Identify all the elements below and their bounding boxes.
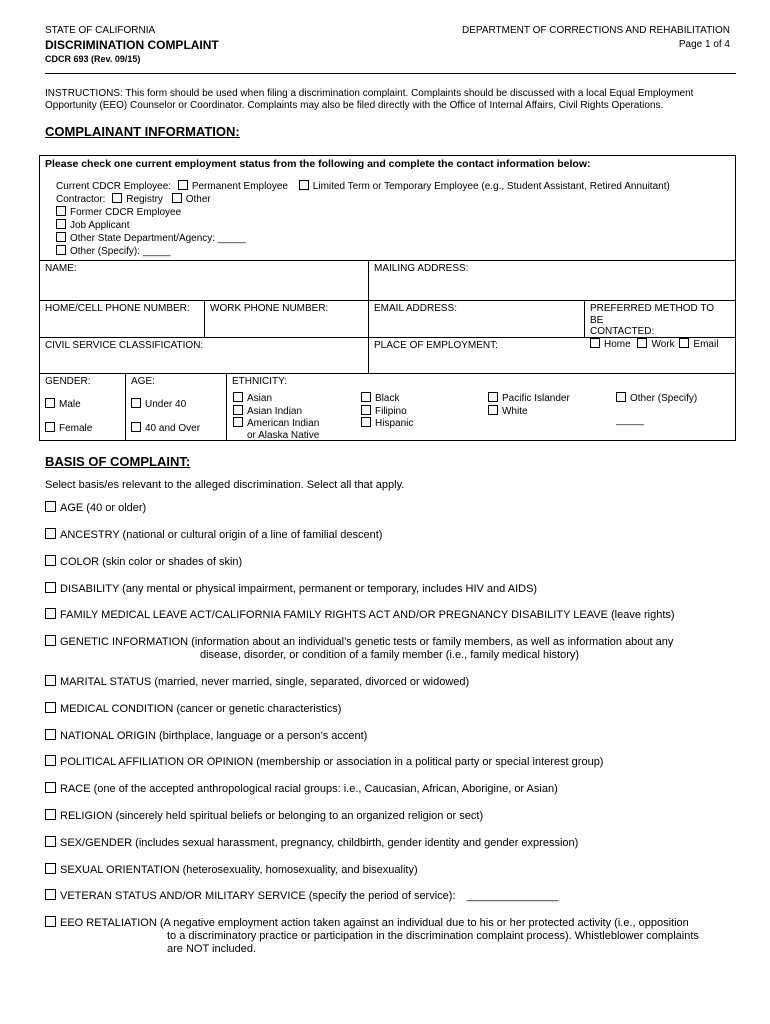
work-phone-field[interactable]: [205, 301, 369, 338]
under-40-option: [131, 398, 221, 411]
form-header-left: [45, 24, 219, 66]
white-label: White: [502, 405, 528, 417]
male-label: Male: [59, 399, 81, 410]
ethnicity-col-3: [488, 392, 570, 417]
pref-work-label: Work: [651, 338, 675, 350]
state-label: STATE OF CALIFORNIA: [45, 25, 156, 36]
status-heading: Please check one current employment status from the following and complete the contact information below:: [45, 158, 591, 170]
basis-fmla: [45, 608, 675, 622]
form-title: DISCRIMINATION COMPLAINT: [45, 38, 219, 52]
basis-religion-label: RELIGION (sincerely held spiritual beliefs or belonging to an organized religion or sect): [60, 810, 484, 822]
basis-marital-label: MARITAL STATUS (married, never married, single, separated, divorced or widowed): [60, 676, 470, 688]
asian-indian-checkbox[interactable]: [233, 405, 243, 415]
former-employee-checkbox[interactable]: [56, 206, 66, 216]
basis-marital: [45, 675, 469, 689]
current-employee-row: [56, 180, 670, 193]
ethnicity-col-2: [361, 392, 413, 430]
pref-email-label: Email: [693, 338, 719, 350]
basis-national-origin-checkbox[interactable]: [45, 729, 56, 740]
ethnicity-other-blank[interactable]: _____: [616, 414, 644, 426]
basis-national-origin: [45, 729, 367, 743]
work-phone-label: WORK PHONE NUMBER:: [210, 303, 329, 314]
male-option: [45, 398, 120, 411]
mailing-address-field[interactable]: [369, 261, 735, 301]
basis-disability-checkbox[interactable]: [45, 582, 56, 593]
place-of-employment-label: PLACE OF EMPLOYMENT:: [374, 340, 498, 351]
basis-disability: [45, 582, 537, 596]
instructions-line-1: INSTRUCTIONS: This form should be used when filing a discrimination complaint. Complaints should be discussed with a local Equal Employment: [45, 88, 694, 99]
basis-national-origin-label: NATIONAL ORIGIN (birthplace, language or a person’s accent): [60, 730, 368, 742]
job-applicant-label: Job Applicant: [70, 220, 130, 231]
job-applicant-checkbox[interactable]: [56, 219, 66, 229]
name-field[interactable]: [40, 261, 369, 301]
american-indian-checkbox[interactable]: [233, 417, 243, 427]
page-number: Page 1 of 4: [678, 39, 730, 50]
place-of-employment-field[interactable]: [369, 338, 735, 374]
basis-race-label: RACE (one of the accepted anthropological racial groups: i.e., Caucasian, African, Aborigine, or Asian): [60, 783, 558, 795]
registry-label: Registry: [126, 194, 163, 205]
other-specify-row: [56, 245, 670, 258]
email-field[interactable]: [369, 301, 585, 338]
age-cell: [126, 374, 227, 441]
home-phone-label: HOME/CELL PHONE NUMBER:: [45, 303, 190, 314]
employment-status-group: [56, 180, 670, 258]
asian-label: Asian: [247, 393, 273, 404]
email-label: EMAIL ADDRESS:: [374, 303, 457, 314]
basis-religion-checkbox[interactable]: [45, 809, 56, 820]
basis-sexual-orientation-checkbox[interactable]: [45, 863, 56, 874]
black-checkbox[interactable]: [361, 392, 371, 402]
basis-retaliation-checkbox[interactable]: [45, 916, 56, 927]
basis-color-label: COLOR (skin color or shades of skin): [60, 556, 243, 568]
basis-fmla-checkbox[interactable]: [45, 608, 56, 619]
other-state-row: [56, 232, 670, 245]
job-applicant-row: [56, 219, 670, 232]
basis-veteran-label: VETERAN STATUS AND/OR MILITARY SERVICE (specify the period of service):: [60, 890, 456, 902]
filipino-checkbox[interactable]: [361, 405, 371, 415]
permanent-employee-label: Permanent Employee: [191, 181, 288, 192]
female-label: Female: [59, 423, 93, 434]
alaska-native-label: or Alaska Native: [247, 429, 320, 441]
filipino-label: Filipino: [375, 405, 407, 417]
basis-genetic-continued: disease, disorder, or condition of a family member (i.e., family medical history): [200, 649, 580, 661]
basis-intro: Select basis/es relevant to the alleged discrimination. Select all that apply.: [45, 479, 405, 491]
basis-race-checkbox[interactable]: [45, 782, 56, 793]
basis-veteran-checkbox[interactable]: [45, 889, 56, 900]
basis-political-checkbox[interactable]: [45, 755, 56, 766]
pacific-islander-checkbox[interactable]: [488, 392, 498, 402]
ethnicity-col-4: [616, 392, 697, 426]
basis-medical-label: MEDICAL CONDITION (cancer or genetic characteristics): [60, 703, 342, 715]
over-40-option: [131, 422, 221, 435]
basis-genetic: [45, 635, 673, 662]
female-option: [45, 422, 120, 435]
hispanic-checkbox[interactable]: [361, 417, 371, 427]
basis-political-label: POLITICAL AFFILIATION OR OPINION (membership or association in a political party or special interest group): [60, 756, 604, 768]
basis-disability-label: DISABILITY (any mental or physical impairment, permanent or temporary, includes HIV and AIDS): [60, 583, 538, 595]
basis-sex-gender-checkbox[interactable]: [45, 836, 56, 847]
registry-checkbox[interactable]: [112, 193, 122, 203]
instructions: [45, 88, 725, 112]
instructions-line-2: Opportunity (EEO) Counselor or Coordinator. Complaints may also be filed directly with the Office of Internal Affairs, Civil Rights Operations.: [45, 100, 664, 111]
ethnicity-cell: [227, 374, 735, 441]
asian-checkbox[interactable]: [233, 392, 243, 402]
basis-age-checkbox[interactable]: [45, 501, 56, 512]
basis-age: [45, 501, 146, 515]
basis-fmla-label: FAMILY MEDICAL LEAVE ACT/CALIFORNIA FAMILY RIGHTS ACT AND/OR PREGNANCY DISABILITY LEAVE (leave rights): [60, 609, 675, 621]
contractor-other-label: Other: [185, 194, 211, 205]
limited-term-checkbox[interactable]: [299, 180, 309, 190]
gender-label: GENDER:: [45, 376, 91, 387]
basis-retaliation: [45, 916, 699, 956]
other-specify-blank[interactable]: _____: [142, 246, 171, 257]
basis-section-title: BASIS OF COMPLAINT:: [45, 454, 191, 469]
over-40-checkbox[interactable]: [131, 422, 141, 432]
complainant-section-title: COMPLAINANT INFORMATION:: [45, 124, 240, 139]
under-40-checkbox[interactable]: [131, 398, 141, 408]
basis-retaliation-continued-1: to a discriminatory practice or participation in the discrimination complaint process). Whistleblower complaints: [167, 930, 699, 942]
basis-sex-gender-label: SEX/GENDER (includes sexual harassment, pregnancy, childbirth, gender identity and gender expression): [60, 837, 579, 849]
former-employee-row: [56, 206, 670, 219]
other-specify-label: Other (Specify):: [70, 246, 141, 257]
ethnicity-other-checkbox[interactable]: [616, 392, 626, 402]
pref-home-label: Home: [604, 338, 631, 350]
basis-color: [45, 555, 242, 569]
contractor-row: [56, 193, 670, 206]
former-employee-label: Former CDCR Employee: [70, 207, 182, 218]
male-checkbox[interactable]: [45, 398, 55, 408]
contractor-other-checkbox[interactable]: [172, 193, 182, 203]
basis-sexual-orientation: [45, 863, 418, 877]
basis-ancestry: [45, 528, 382, 542]
gender-cell: [40, 374, 126, 441]
other-state-label: Other State Department/Agency:: [70, 233, 216, 244]
basis-ancestry-checkbox[interactable]: [45, 528, 56, 539]
ethnicity-col-1: [233, 392, 319, 441]
white-checkbox[interactable]: [488, 405, 498, 415]
home-phone-field[interactable]: [40, 301, 205, 338]
basis-religion: [45, 809, 483, 823]
basis-retaliation-label: EEO RETALIATION (A negative employment action taken against an individual due to his or her protected activity (i.e., opposition: [60, 917, 689, 929]
preferred-label-1: PREFERRED METHOD TO BE: [590, 303, 715, 326]
basis-genetic-label: GENETIC INFORMATION (information about an individual’s genetic tests or family members, as well as information about any: [60, 636, 674, 648]
civil-service-field[interactable]: [40, 338, 369, 374]
over-40-label: 40 and Over: [145, 423, 201, 434]
veteran-period-blank[interactable]: _______________: [466, 890, 559, 902]
other-specify-checkbox[interactable]: [56, 245, 66, 255]
preferred-label-2: CONTACTED:: [590, 326, 655, 337]
female-checkbox[interactable]: [45, 422, 55, 432]
hispanic-label: Hispanic: [375, 418, 414, 429]
civil-service-label: CIVIL SERVICE CLASSIFICATION:: [45, 340, 204, 351]
basis-marital-checkbox[interactable]: [45, 675, 56, 686]
basis-genetic-checkbox[interactable]: [45, 635, 56, 646]
form-header-right: [462, 24, 730, 52]
basis-retaliation-continued-2: are NOT included.: [167, 943, 257, 955]
ethnicity-label: ETHNICITY:: [232, 376, 288, 387]
basis-age-label: AGE (40 or older): [60, 502, 147, 514]
permanent-employee-checkbox[interactable]: [178, 180, 188, 190]
asian-indian-label: Asian Indian: [247, 405, 303, 417]
contractor-label: Contractor:: [56, 194, 106, 205]
basis-sexual-orientation-label: SEXUAL ORIENTATION (heterosexuality, homosexuality, and bisexuality): [60, 864, 418, 876]
department-label: DEPARTMENT OF CORRECTIONS AND REHABILITATION: [462, 25, 730, 36]
basis-color-checkbox[interactable]: [45, 555, 56, 566]
current-employee-label: Current CDCR Employee:: [56, 181, 172, 192]
complainant-info-box: [39, 155, 736, 441]
contact-grid: [40, 260, 735, 441]
basis-ancestry-label: ANCESTRY (national or cultural origin of a line of familial descent): [60, 529, 383, 541]
ethnicity-other-label: Other (Specify): [630, 393, 698, 404]
preferred-contact-field: [585, 301, 735, 350]
black-label: Black: [375, 393, 400, 404]
basis-veteran: [45, 889, 558, 903]
header-divider: [45, 73, 736, 74]
pacific-islander-label: Pacific Islander: [502, 393, 570, 404]
basis-medical-checkbox[interactable]: [45, 702, 56, 713]
basis-race: [45, 782, 558, 796]
age-label: AGE:: [131, 376, 155, 387]
mailing-address-label: MAILING ADDRESS:: [374, 263, 469, 274]
other-state-checkbox[interactable]: [56, 232, 66, 242]
form-number: CDCR 693 (Rev. 09/15): [45, 54, 141, 64]
american-indian-label: American Indian: [247, 418, 320, 429]
under-40-label: Under 40: [145, 399, 187, 410]
name-label: NAME:: [45, 263, 77, 274]
basis-political: [45, 755, 603, 769]
other-state-blank[interactable]: _____: [217, 233, 246, 244]
basis-sex-gender: [45, 836, 578, 850]
basis-medical: [45, 702, 341, 716]
limited-term-label: Limited Term or Temporary Employee (e.g., Student Assistant, Retired Annuitant): [312, 181, 670, 192]
